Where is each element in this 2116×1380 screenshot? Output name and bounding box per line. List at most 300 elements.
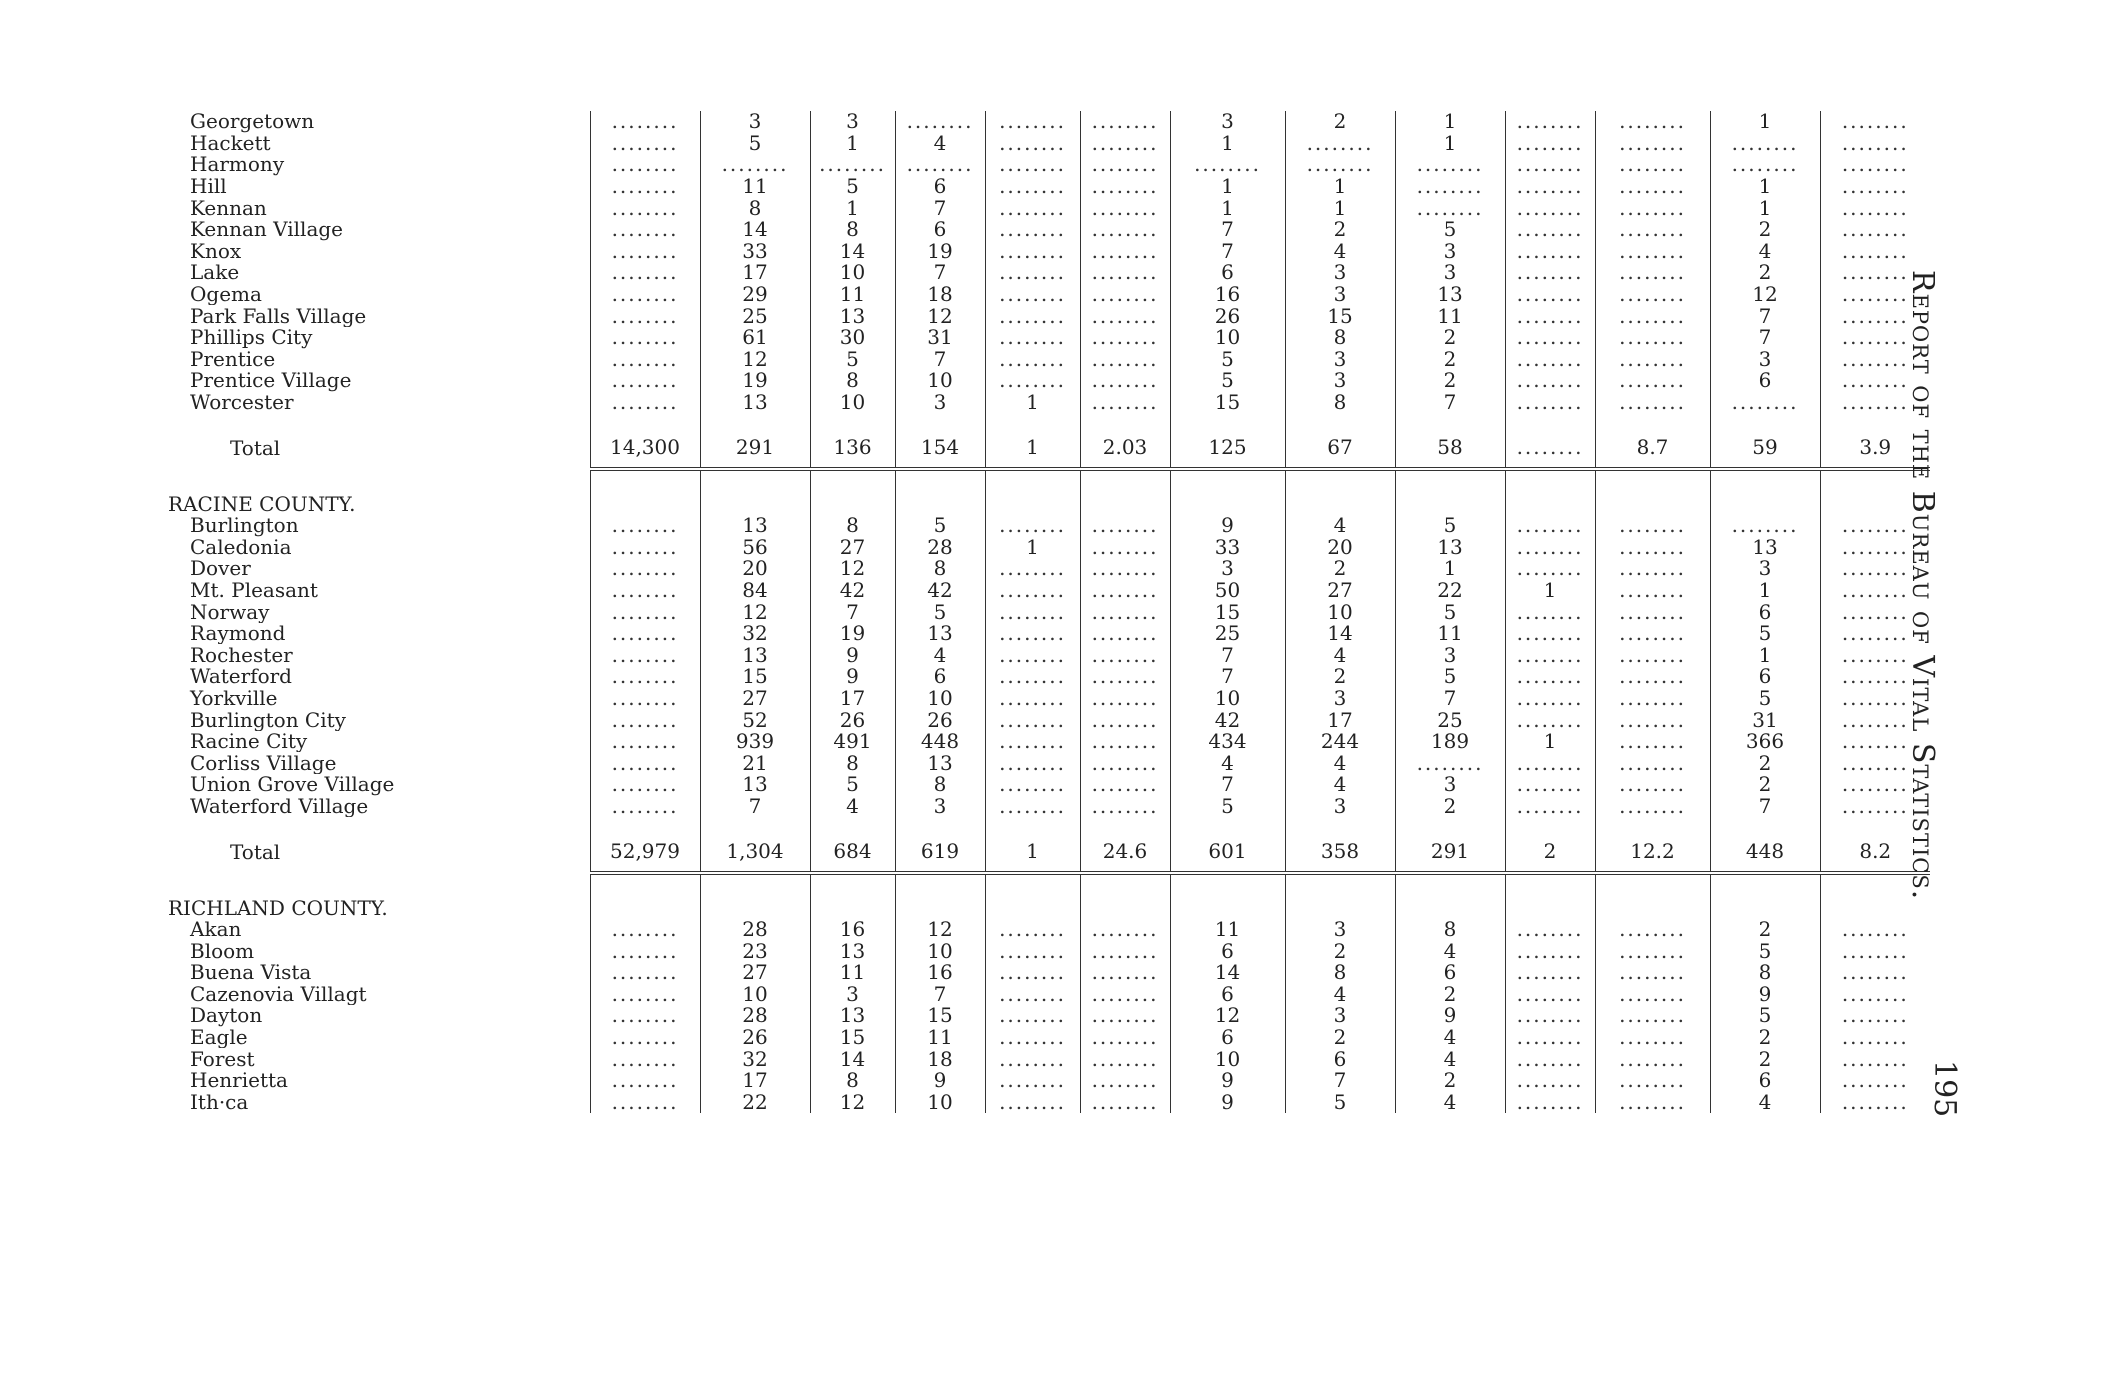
place-name: Raymond — [190, 622, 286, 645]
data-cell: ........ — [985, 580, 1080, 602]
data-cell: 2 — [1710, 262, 1820, 284]
data-cell: 7 — [700, 796, 810, 818]
data-cell: 7 — [810, 601, 895, 623]
data-cell: 5 — [895, 515, 985, 537]
data-cell: ........ — [985, 1005, 1080, 1027]
data-cell: 3 — [1285, 919, 1395, 941]
data-cell: ........ — [985, 774, 1080, 796]
data-cell: 11 — [1395, 305, 1505, 327]
total-spacer — [160, 817, 1930, 831]
data-cell: 52 — [700, 709, 810, 731]
data-cell: ........ — [1080, 962, 1170, 984]
data-cell: 491 — [810, 731, 895, 753]
data-cell: ........ — [1505, 515, 1595, 537]
table-row — [160, 580, 1930, 602]
data-cell: 13 — [700, 644, 810, 666]
data-cell: ........ — [1595, 537, 1710, 559]
data-cell: 8 — [1285, 392, 1395, 414]
data-cell: 5 — [1285, 1092, 1395, 1114]
data-cell: ........ — [1595, 623, 1710, 645]
data-cell: ........ — [1820, 327, 1930, 349]
data-cell: 6 — [1710, 370, 1820, 392]
data-cell: ........ — [1595, 176, 1710, 198]
table-row — [160, 349, 1930, 371]
data-cell: ........ — [1080, 644, 1170, 666]
spacer-cell — [1080, 413, 1170, 427]
data-cell: ........ — [985, 919, 1080, 941]
data-cell: 21 — [700, 752, 810, 774]
table-row — [160, 537, 1930, 559]
data-cell: 5 — [1395, 515, 1505, 537]
data-cell: ........ — [1080, 984, 1170, 1006]
data-cell: 12 — [700, 601, 810, 623]
data-cell: 8 — [1285, 327, 1395, 349]
data-cell: ........ — [1595, 1048, 1710, 1070]
data-cell: 5 — [810, 349, 895, 371]
table-row — [160, 197, 1930, 219]
data-cell: 8 — [1285, 962, 1395, 984]
data-cell: 5 — [1710, 1005, 1820, 1027]
spacer-cell — [985, 897, 1080, 919]
data-cell: 11 — [810, 284, 895, 306]
data-cell: 12 — [810, 1092, 895, 1114]
data-cell: ........ — [1505, 349, 1595, 371]
data-cell: ........ — [1505, 940, 1595, 962]
data-cell: ........ — [1820, 262, 1930, 284]
data-cell: ........ — [1820, 176, 1930, 198]
data-cell: 15 — [1170, 392, 1285, 414]
section-gap — [160, 873, 1930, 897]
spacer-cell — [160, 469, 590, 493]
total-cell: 291 — [1395, 831, 1505, 873]
place-name: Cazenovia Villagt — [190, 983, 367, 1006]
spacer-cell — [590, 817, 700, 831]
data-cell: 2 — [1395, 1070, 1505, 1092]
place-name: Mt. Pleasant — [190, 579, 318, 602]
total-cell: 8.2 — [1820, 831, 1930, 873]
data-cell: ........ — [985, 305, 1080, 327]
data-cell: 6 — [1710, 1070, 1820, 1092]
data-cell: ........ — [1820, 688, 1930, 710]
vital-statistics-table — [160, 111, 1930, 1113]
spacer-cell — [1395, 897, 1505, 919]
data-cell: 7 — [1710, 796, 1820, 818]
total-cell: 2 — [1505, 831, 1595, 873]
spacer-cell — [1395, 493, 1505, 515]
spacer-cell — [700, 897, 810, 919]
spacer-cell — [985, 413, 1080, 427]
table-row — [160, 796, 1930, 818]
data-cell: ........ — [1595, 774, 1710, 796]
data-cell: 13 — [1395, 284, 1505, 306]
data-cell: ........ — [1505, 176, 1595, 198]
total-cell: 125 — [1170, 427, 1285, 469]
data-cell: 7 — [1170, 666, 1285, 688]
table-row — [160, 327, 1930, 349]
data-cell: 7 — [895, 984, 985, 1006]
total-cell: 1,304 — [700, 831, 810, 873]
table-row — [160, 558, 1930, 580]
data-cell: ........ — [590, 219, 700, 241]
data-cell: ........ — [1820, 580, 1930, 602]
data-cell: ........ — [1820, 284, 1930, 306]
spacer-cell — [700, 413, 810, 427]
data-cell: 3 — [1395, 262, 1505, 284]
data-cell: ........ — [1505, 284, 1595, 306]
data-cell: ........ — [590, 623, 700, 645]
data-cell: ........ — [590, 558, 700, 580]
data-cell: 2 — [1395, 370, 1505, 392]
spacer-cell — [590, 413, 700, 427]
spacer-cell — [590, 493, 700, 515]
total-cell: 358 — [1285, 831, 1395, 873]
data-cell: ........ — [1595, 1005, 1710, 1027]
spacer-cell — [1710, 413, 1820, 427]
data-cell: 6 — [895, 666, 985, 688]
data-cell: 3 — [1170, 111, 1285, 133]
spacer-cell — [1285, 413, 1395, 427]
data-cell: ........ — [985, 349, 1080, 371]
data-cell: 3 — [1285, 688, 1395, 710]
data-cell: 5 — [810, 176, 895, 198]
data-cell: 10 — [1170, 327, 1285, 349]
data-cell: 56 — [700, 537, 810, 559]
spacer-cell — [1710, 897, 1820, 919]
data-cell: ........ — [1595, 940, 1710, 962]
spacer-cell — [1285, 897, 1395, 919]
data-cell: ........ — [985, 197, 1080, 219]
data-cell: 13 — [895, 752, 985, 774]
spacer-cell — [1395, 873, 1505, 897]
total-cell: 58 — [1395, 427, 1505, 469]
data-cell: ........ — [985, 154, 1080, 176]
data-cell: ........ — [1080, 176, 1170, 198]
data-cell: 3 — [1285, 370, 1395, 392]
data-cell: 4 — [1170, 752, 1285, 774]
data-cell: ........ — [985, 219, 1080, 241]
spacer-cell — [700, 469, 810, 493]
data-cell: 11 — [895, 1027, 985, 1049]
spacer-cell — [1285, 817, 1395, 831]
data-cell: ........ — [1505, 774, 1595, 796]
data-cell: 5 — [895, 601, 985, 623]
data-cell: ........ — [1505, 197, 1595, 219]
data-cell: ........ — [1080, 940, 1170, 962]
place-name: Forest — [190, 1048, 255, 1070]
data-cell: 5 — [1710, 688, 1820, 710]
data-cell: ........ — [590, 984, 700, 1006]
spacer-cell — [1080, 873, 1170, 897]
data-cell: 32 — [700, 623, 810, 645]
data-cell: ........ — [1595, 962, 1710, 984]
data-cell: 33 — [700, 241, 810, 263]
data-cell: ........ — [590, 1092, 700, 1114]
data-cell: ........ — [985, 370, 1080, 392]
data-cell: 1 — [985, 392, 1080, 414]
spacer-cell — [1170, 413, 1285, 427]
data-cell: 23 — [700, 940, 810, 962]
data-cell: 1 — [1395, 558, 1505, 580]
data-cell: ........ — [1595, 558, 1710, 580]
data-cell: ........ — [1505, 133, 1595, 155]
data-cell: ........ — [1595, 688, 1710, 710]
spacer-cell — [1170, 469, 1285, 493]
data-cell: 26 — [1170, 305, 1285, 327]
data-cell: ........ — [1395, 154, 1505, 176]
data-cell: ........ — [1820, 154, 1930, 176]
data-cell: ........ — [590, 1048, 700, 1070]
data-cell: 2 — [1285, 940, 1395, 962]
data-cell: 19 — [810, 623, 895, 645]
spacer-cell — [700, 873, 810, 897]
data-cell: ........ — [590, 1005, 700, 1027]
total-cell: 601 — [1170, 831, 1285, 873]
data-cell: ........ — [1595, 154, 1710, 176]
data-cell: 448 — [895, 731, 985, 753]
spacer-cell — [1170, 817, 1285, 831]
total-cell: 619 — [895, 831, 985, 873]
data-cell: ........ — [1820, 1048, 1930, 1070]
data-cell: ........ — [1595, 731, 1710, 753]
data-cell: 29 — [700, 284, 810, 306]
data-cell: ........ — [1595, 984, 1710, 1006]
data-cell: 1 — [1395, 133, 1505, 155]
data-cell: 3 — [1395, 241, 1505, 263]
data-cell: ........ — [985, 1070, 1080, 1092]
data-cell: ........ — [1505, 752, 1595, 774]
data-cell: ........ — [1820, 731, 1930, 753]
data-cell: 3 — [895, 796, 985, 818]
data-cell: 13 — [810, 305, 895, 327]
data-cell: ........ — [1505, 1092, 1595, 1114]
data-cell: ........ — [1595, 644, 1710, 666]
data-cell: ........ — [1595, 111, 1710, 133]
data-cell: ........ — [1080, 919, 1170, 941]
spacer-cell — [590, 469, 700, 493]
data-cell: 25 — [1170, 623, 1285, 645]
data-cell: ........ — [1505, 796, 1595, 818]
data-cell: ........ — [985, 1092, 1080, 1114]
total-spacer — [160, 413, 1930, 427]
data-cell: 7 — [1170, 241, 1285, 263]
data-cell: 8 — [1710, 962, 1820, 984]
data-cell: ........ — [1820, 241, 1930, 263]
data-cell: ........ — [1170, 154, 1285, 176]
spacer-cell — [1080, 469, 1170, 493]
spacer-cell — [895, 493, 985, 515]
data-cell: 1 — [810, 133, 895, 155]
data-cell: 14 — [810, 1048, 895, 1070]
table-body — [160, 111, 1930, 1113]
data-cell: 28 — [895, 537, 985, 559]
total-cell: ........ — [1505, 427, 1595, 469]
spacer-cell — [810, 897, 895, 919]
data-cell: 4 — [1285, 241, 1395, 263]
data-cell: 7 — [1285, 1070, 1395, 1092]
data-cell: ........ — [1820, 752, 1930, 774]
data-cell: 2 — [1395, 984, 1505, 1006]
spacer-cell — [1710, 469, 1820, 493]
data-cell: 6 — [1170, 984, 1285, 1006]
data-cell: 12 — [895, 919, 985, 941]
data-cell: ........ — [985, 241, 1080, 263]
spacer-cell — [1505, 897, 1595, 919]
data-cell: ........ — [590, 644, 700, 666]
table-row — [160, 284, 1930, 306]
data-cell: 11 — [1395, 623, 1505, 645]
total-cell: 8.7 — [1595, 427, 1710, 469]
data-cell: 12 — [1170, 1005, 1285, 1027]
data-cell: ........ — [590, 111, 700, 133]
data-cell: 2 — [1710, 1027, 1820, 1049]
total-label: Total — [230, 839, 281, 864]
data-cell: ........ — [1080, 796, 1170, 818]
data-cell: 27 — [810, 537, 895, 559]
data-cell: ........ — [1820, 623, 1930, 645]
spacer-cell — [1285, 493, 1395, 515]
data-cell: ........ — [1820, 940, 1930, 962]
data-cell: 9 — [1170, 1070, 1285, 1092]
data-cell: ........ — [1820, 537, 1930, 559]
data-cell: ........ — [1595, 752, 1710, 774]
data-cell: 939 — [700, 731, 810, 753]
data-cell: 2 — [1710, 1048, 1820, 1070]
table-row — [160, 644, 1930, 666]
data-cell: 84 — [700, 580, 810, 602]
data-cell: 4 — [1285, 774, 1395, 796]
data-cell: ........ — [590, 752, 700, 774]
table-row — [160, 1070, 1930, 1092]
data-cell: ........ — [985, 111, 1080, 133]
data-cell: 28 — [700, 1005, 810, 1027]
data-cell: ........ — [590, 774, 700, 796]
place-name: Union Grove Village — [190, 774, 395, 796]
data-cell: ........ — [1505, 644, 1595, 666]
data-cell: 9 — [810, 644, 895, 666]
table-row — [160, 984, 1930, 1006]
place-name: Waterford Village — [190, 795, 369, 818]
data-cell: 15 — [895, 1005, 985, 1027]
table-row — [160, 688, 1930, 710]
table-row — [160, 219, 1930, 241]
data-cell: 10 — [1285, 601, 1395, 623]
data-cell: 189 — [1395, 731, 1505, 753]
data-cell: 27 — [1285, 580, 1395, 602]
data-cell: ........ — [1080, 601, 1170, 623]
data-cell: ........ — [1595, 392, 1710, 414]
data-cell: 4 — [1285, 752, 1395, 774]
data-cell: ........ — [1505, 709, 1595, 731]
statistics-table-sheet — [160, 111, 1930, 1113]
data-cell: ........ — [1080, 1070, 1170, 1092]
data-cell: 10 — [810, 262, 895, 284]
place-name: Buena Vista — [190, 962, 312, 984]
data-cell: 1 — [1710, 111, 1820, 133]
place-name: Bloom — [190, 940, 255, 962]
data-cell: 3 — [1710, 349, 1820, 371]
data-cell: 12 — [1710, 284, 1820, 306]
place-name: Waterford — [190, 666, 292, 688]
spacer-cell — [1710, 817, 1820, 831]
table-row — [160, 1092, 1930, 1114]
data-cell: ........ — [1820, 1027, 1930, 1049]
data-cell: 3 — [810, 111, 895, 133]
data-cell: 14 — [810, 241, 895, 263]
data-cell: ........ — [1595, 919, 1710, 941]
data-cell: ........ — [1820, 197, 1930, 219]
data-cell: ........ — [1505, 111, 1595, 133]
data-cell: ........ — [1820, 111, 1930, 133]
data-cell: 15 — [1170, 601, 1285, 623]
spacer-cell — [1595, 493, 1710, 515]
data-cell: 15 — [1285, 305, 1395, 327]
data-cell: ........ — [1505, 688, 1595, 710]
data-cell: 12 — [810, 558, 895, 580]
data-cell: 5 — [1170, 349, 1285, 371]
spacer-cell — [1080, 493, 1170, 515]
data-cell: 30 — [810, 327, 895, 349]
place-name: Park Falls Village — [190, 305, 367, 327]
data-cell: ........ — [1080, 154, 1170, 176]
data-cell: 17 — [700, 262, 810, 284]
data-cell: 9 — [1710, 984, 1820, 1006]
data-cell: 3 — [1285, 349, 1395, 371]
data-cell: 7 — [895, 262, 985, 284]
data-cell: 5 — [1170, 796, 1285, 818]
place-name: Henrietta — [190, 1069, 288, 1092]
data-cell: ........ — [985, 133, 1080, 155]
data-cell: ........ — [590, 133, 700, 155]
data-cell: ........ — [590, 262, 700, 284]
data-cell: ........ — [895, 111, 985, 133]
data-cell: ........ — [1080, 219, 1170, 241]
data-cell: ........ — [1395, 176, 1505, 198]
table-row — [160, 305, 1930, 327]
data-cell: 7 — [1395, 392, 1505, 414]
spacer-cell — [1505, 469, 1595, 493]
data-cell: 7 — [1395, 688, 1505, 710]
data-cell: ........ — [985, 284, 1080, 306]
data-cell: ........ — [1595, 370, 1710, 392]
data-cell: ........ — [1595, 1092, 1710, 1114]
data-cell: 3 — [700, 111, 810, 133]
data-cell: ........ — [1820, 962, 1930, 984]
data-cell: ........ — [985, 327, 1080, 349]
data-cell: 4 — [1285, 984, 1395, 1006]
data-cell: ........ — [1595, 666, 1710, 688]
table-row — [160, 940, 1930, 962]
data-cell: 16 — [810, 919, 895, 941]
data-cell: 4 — [1395, 1027, 1505, 1049]
place-name: Worcester — [190, 391, 294, 414]
data-cell: 10 — [895, 940, 985, 962]
spacer-cell — [1820, 897, 1930, 919]
data-cell: ........ — [1080, 666, 1170, 688]
data-cell: ........ — [985, 558, 1080, 580]
data-cell: ........ — [1595, 601, 1710, 623]
spacer-cell — [895, 897, 985, 919]
data-cell: ........ — [1710, 515, 1820, 537]
spacer-cell — [1595, 469, 1710, 493]
county-heading-row — [160, 493, 1930, 515]
section-gap — [160, 469, 1930, 493]
total-cell: 2.03 — [1080, 427, 1170, 469]
total-cell: 684 — [810, 831, 895, 873]
place-name: Hill — [190, 175, 227, 198]
spacer-cell — [810, 817, 895, 831]
table-row — [160, 1027, 1930, 1049]
data-cell: ........ — [1595, 262, 1710, 284]
